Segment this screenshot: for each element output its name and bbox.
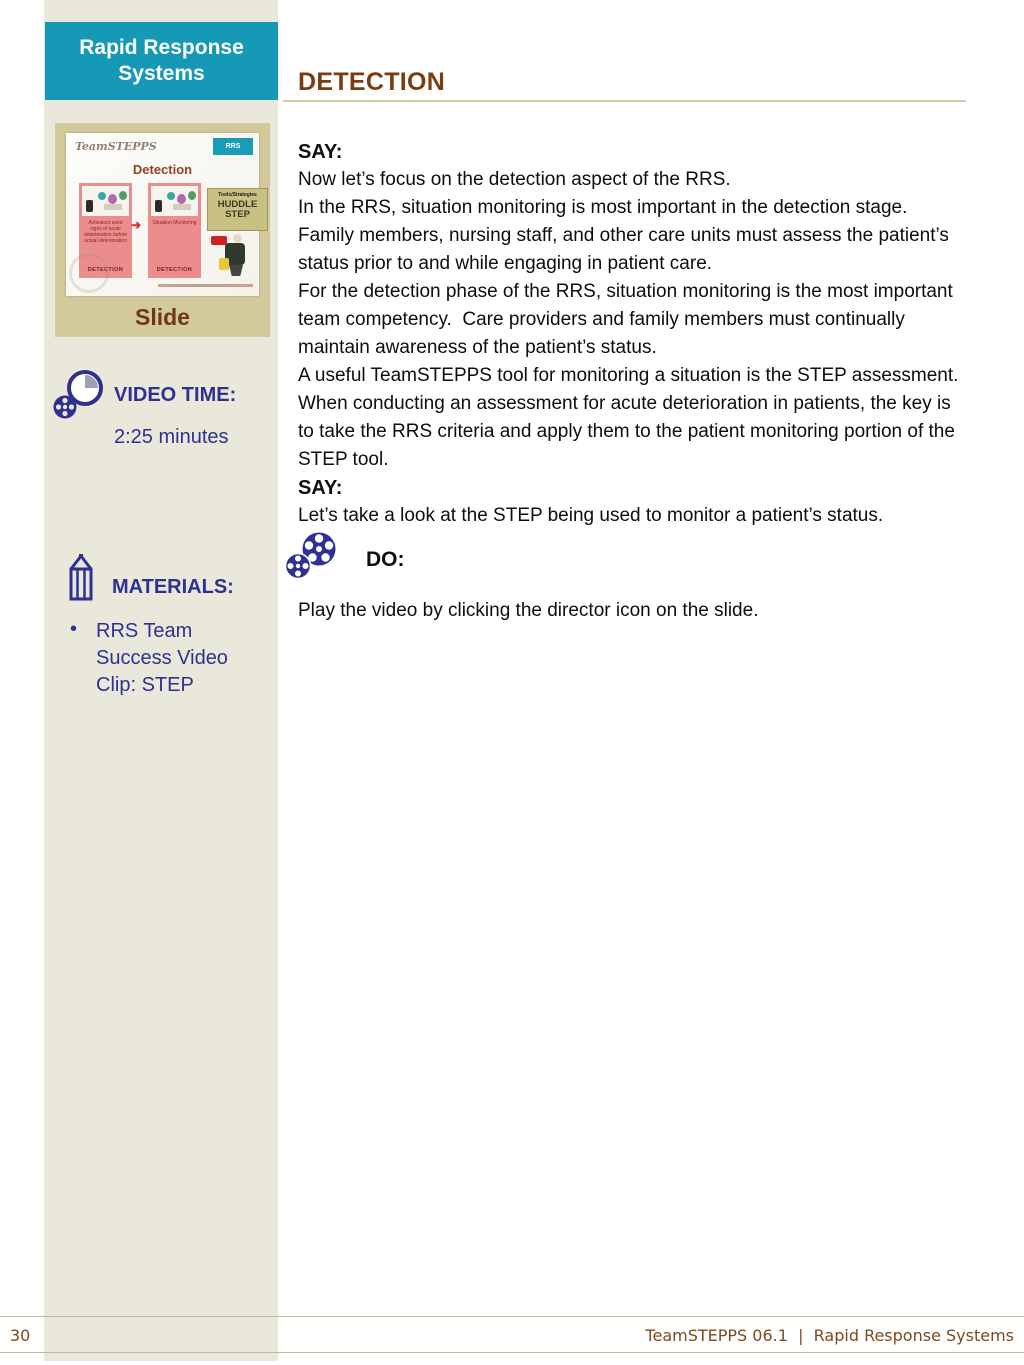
script-paragraph: Play the video by clicking the director icon on the slide. [298,600,759,621]
slide-photo-2 [151,186,198,216]
video-time-value: 2:25 minutes [114,426,229,448]
script-paragraph: For the detection phase of the RRS, situation monitoring is the most important team competency. Care providers and family members must continually maintain awareness of the patient’s status. [298,281,959,358]
script-paragraph: Now let’s focus on the detection aspect of the RRS. [298,169,731,190]
bed-icon [104,204,122,210]
pencil-icon [64,553,98,610]
figure-icon [177,194,186,204]
rrs-badge: RRS [213,138,253,155]
figure-icon [119,191,127,200]
slide-label: Slide [135,304,190,330]
tools-strategies-box [207,188,268,231]
figure-icon [188,191,196,200]
director-head [233,234,242,243]
figure-icon [98,192,106,200]
figure-icon [167,192,175,200]
do-instruction-row [283,530,960,589]
footer-rule-top [0,1316,1024,1317]
slide-box1-text: Activators used signs of acute deterioration before actual deterioration [83,220,128,244]
slide-box2-label: DETECTION [156,267,193,273]
materials-label: MATERIALS: [112,576,234,598]
lesson-script [298,138,969,625]
teamstepps-logo: TeamSTEPPS [75,140,157,153]
materials-bullet: • [70,618,78,640]
script-paragraph: A useful TeamSTEPPS tool for monitoring a situation is the STEP assessment. When conducting an assessment for acute deterioration in patients, the key is to take the RRS criteria and apply them to the patient monitoring portion of the STEP tool. [298,365,969,470]
do-label: DO: [366,547,405,571]
bed-icon [173,204,191,210]
footer-rule-bottom [0,1352,1024,1353]
red-arrow-icon: ➔ [131,218,142,232]
tools-line2: STEP [225,209,250,220]
clock-film-reel-icon [50,366,108,427]
module-title: Rapid Response Systems [79,36,244,85]
slide-box2-text: Situation Monitoring [152,220,197,226]
ask-me-bubble-icon [211,236,227,245]
figure-silhouette-icon [86,200,93,212]
director-prop [219,258,229,270]
director-legs [229,265,243,276]
director-icon[interactable] [211,234,251,278]
figure-silhouette-icon [155,200,162,212]
say-label-1: SAY: [298,141,343,163]
slide-thumbnail-frame [55,123,270,337]
tools-strategies-header: Tools/Strategies [218,192,257,198]
page-title: DETECTION [298,68,446,96]
slide-caption-text [158,284,253,287]
slide-photo-1 [82,186,129,216]
footer-text: TeamSTEPPS 06.1 | Rapid Response Systems [645,1326,1014,1345]
tools-line1: HUDDLE [217,199,258,210]
slide-box1-label: DETECTION [87,267,124,273]
say-label-2: SAY: [298,477,343,499]
heading-rule [283,100,966,102]
slide-thumbnail[interactable] [66,133,259,296]
video-time-label: VIDEO TIME: [114,384,237,406]
slide-detection-box-2 [148,183,201,278]
script-paragraph: Let’s take a look at the STEP being used to monitor a patient’s status. [298,505,884,526]
film-reels-icon [283,530,339,589]
page-number: 30 [10,1326,31,1345]
materials-item: RRS Team Success Video Clip: STEP [96,620,228,696]
slide-thumb-title: Detection [132,162,193,177]
figure-icon [108,194,117,204]
watermark-ring [69,253,109,293]
module-title-banner [45,22,278,100]
tools-strategies-body [208,200,267,220]
script-paragraph: In the RRS, situation monitoring is most important in the detection stage. Family members, nursing staff, and other care units must assess the patient’s status prior to and while engaging in patient care. [298,197,955,274]
